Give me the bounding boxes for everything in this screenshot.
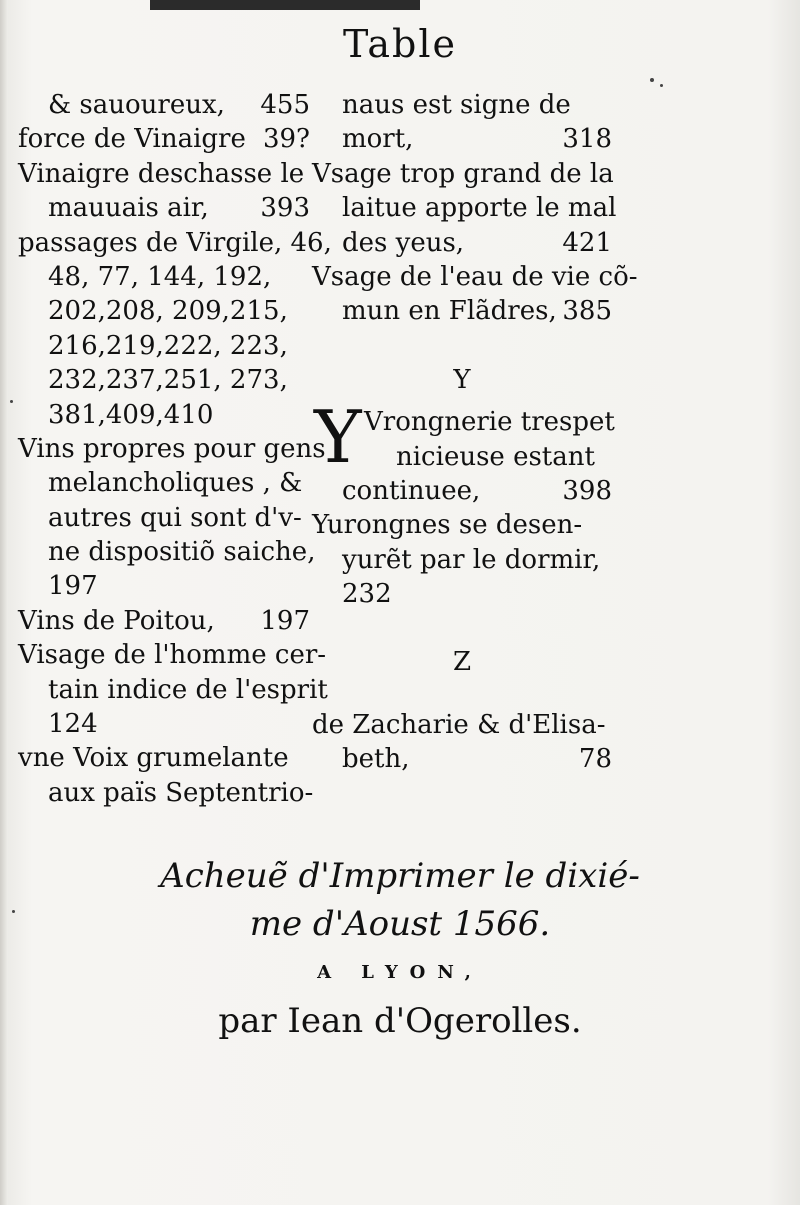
- index-entry: mort, 318: [342, 124, 612, 155]
- index-entry: ne dispositiõ saiche,: [48, 537, 316, 568]
- page-edge-shadow: [150, 0, 420, 10]
- page-title: Table: [342, 22, 458, 66]
- colophon-line-2: me d'Aoust 1566.: [249, 904, 551, 944]
- ink-speck: [660, 84, 663, 87]
- colophon-place: A LYON,: [317, 962, 483, 983]
- section-letter-y: Y: [453, 364, 471, 395]
- index-entry: continuee, 398: [342, 475, 612, 506]
- index-entry: 232,237,251, 273,: [48, 365, 288, 396]
- index-entry: Vins de Poitou, 197: [18, 605, 310, 636]
- index-entry: beth, 78: [342, 744, 612, 775]
- index-entry: 216,219,222, 223,: [48, 330, 288, 361]
- index-entry: mun en Flãdres, 385: [342, 296, 612, 327]
- index-entry: Y Vrongnerie trespet: [314, 395, 615, 480]
- ink-speck: [10, 400, 13, 403]
- index-entry: passages de Virgile, 46,: [18, 227, 332, 258]
- index-entry: naus est signe de: [342, 90, 571, 120]
- index-entry: Vinaigre deschasse le: [18, 158, 305, 189]
- colophon: [0, 852, 800, 1041]
- index-entry: 48, 77, 144, 192,: [48, 261, 272, 292]
- index-entry: Visage de l'homme cer-: [18, 640, 327, 671]
- index-entry: force de Vinaigre 39?: [18, 124, 310, 155]
- index-entry: Vsage trop grand de la: [312, 158, 614, 189]
- index-entry: & sauoureux, 455: [48, 90, 310, 120]
- index-entry: autres qui sont d'v-: [48, 502, 302, 533]
- index-entry: mauuais air, 393: [48, 193, 310, 224]
- index-entry: Vsage de l'eau de vie cõ-: [312, 261, 638, 292]
- index-entry: 124: [48, 709, 98, 740]
- index-left-column: [18, 88, 332, 810]
- index-entry: yurẽt par le dormir,: [342, 544, 601, 575]
- index-entry: melancholiques , &: [48, 468, 303, 499]
- ink-speck: [650, 78, 654, 82]
- index-entry: 381,409,410: [48, 399, 214, 430]
- index-entry: des yeus, 421: [342, 227, 612, 258]
- index-entry: Yurongnes se desen-: [312, 510, 583, 541]
- index-entry: 197: [48, 571, 98, 602]
- index-entry: laitue apporte le mal: [342, 193, 617, 224]
- colophon-line-1: Acheuẽ d'Imprimer le dixié-: [160, 856, 640, 896]
- section-letter-z: Z: [452, 647, 472, 678]
- index-entry: nicieuse estant: [396, 441, 595, 472]
- colophon-printer: par Iean d'Ogerolles.: [218, 1001, 582, 1041]
- index-entry: 202,208, 209,215,: [48, 296, 288, 327]
- index-right-column: [312, 88, 638, 777]
- index-entry: tain indice de l'esprit: [48, 674, 328, 705]
- drop-cap-y: Y: [314, 395, 362, 480]
- index-entry: Vins propres pour gens: [18, 433, 326, 464]
- index-entry: de Zacharie & d'Elisa-: [312, 709, 606, 740]
- index-entry: 232: [342, 579, 392, 610]
- index-entry: vne Voix grumelante: [18, 743, 289, 774]
- index-entry: aux païs Septentrio-: [48, 777, 314, 808]
- ink-speck: [12, 910, 15, 913]
